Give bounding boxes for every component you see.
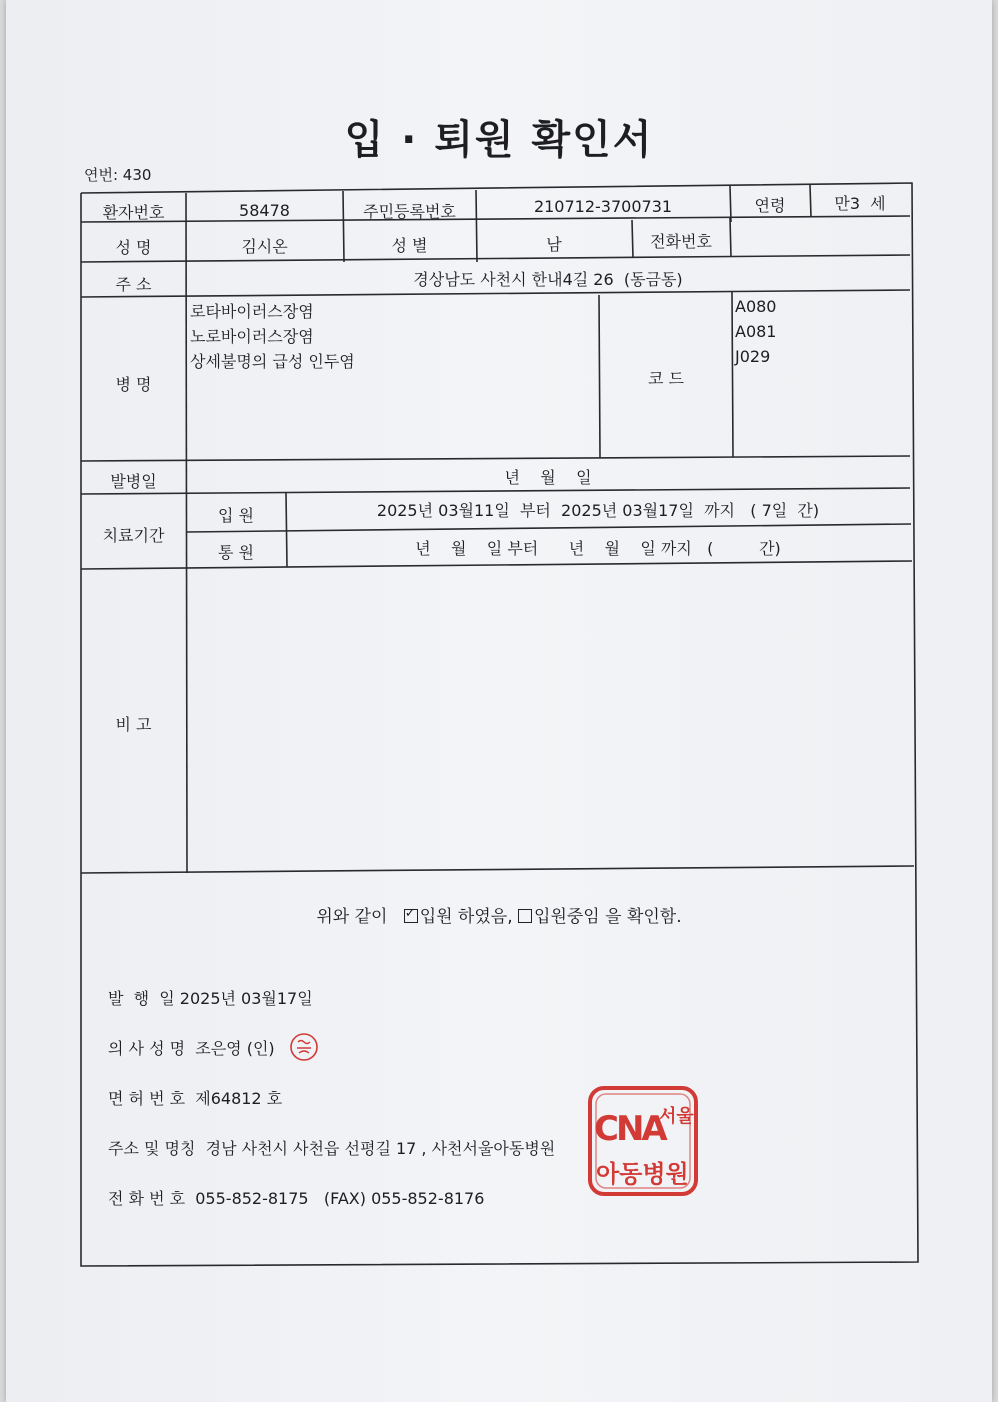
- code-item: A081: [735, 322, 777, 341]
- value-address: 경상남도 사천시 한내4길 26 (동금동): [413, 270, 683, 289]
- disease-item: 로타바이러스장염: [190, 302, 314, 321]
- confirm-option-admitted: 입원 하였음,: [419, 907, 513, 927]
- value-patient-no: 58478: [239, 201, 290, 220]
- label-onset: 발병일: [110, 472, 157, 491]
- value-outpatient-period: 년 월 일 부터 년 월 일 까지 ( 간): [415, 539, 781, 558]
- doctor-seal-icon: [289, 1032, 319, 1062]
- checkbox-admitted[interactable]: [404, 909, 418, 923]
- confirm-prefix: 위와 같이: [316, 907, 388, 927]
- disease-item: 상세불명의 급성 인두염: [190, 352, 355, 371]
- value-name: 김시온: [241, 237, 288, 256]
- hospital-phone: 전 화 번 호 055-852-8175 (FAX) 055-852-8176: [108, 1189, 485, 1208]
- checkbox-hospitalized[interactable]: [518, 909, 532, 923]
- value-rrn: 210712-3700731: [533, 197, 673, 216]
- document-title: 입 · 퇴원 확인서: [344, 117, 654, 163]
- value-onset: 년 월 일: [504, 468, 592, 487]
- confirmation-statement: [0, 902, 998, 927]
- label-rrn: 주민등록번호: [363, 202, 456, 221]
- label-phone: 전화번호: [650, 232, 712, 251]
- label-address: 주 소: [115, 275, 152, 294]
- label-outpatient: 통 원: [218, 543, 254, 562]
- disease-item: 노로바이러스장염: [190, 327, 314, 346]
- svg-text:CNA: CNA: [594, 1109, 665, 1149]
- label-inpatient: 입 원: [218, 506, 254, 525]
- confirm-suffix: 을 확인함.: [605, 907, 682, 927]
- label-age: 연령: [754, 196, 786, 215]
- label-remarks: 비 고: [115, 715, 152, 734]
- code-item: J029: [735, 347, 771, 366]
- svg-text:아동병원: 아동병원: [596, 1160, 689, 1188]
- label-name: 성 명: [115, 238, 152, 257]
- value-inpatient-period: 2025년 03월11일 부터 2025년 03월17일 까지 ( 7일 간): [376, 501, 820, 520]
- svg-text:서울: 서울: [659, 1106, 694, 1127]
- code-item: A080: [735, 297, 777, 316]
- label-sex: 성 별: [391, 236, 428, 255]
- serial-number: 연번: 430: [84, 166, 152, 184]
- confirm-option-hospitalized: 입원중임: [534, 907, 600, 927]
- license-number: 면 허 번 호 제64812 호: [108, 1089, 283, 1108]
- issue-date: 발 행 일 2025년 03월17일: [108, 989, 313, 1008]
- label-treatment: 치료기간: [102, 526, 165, 545]
- label-code: 코 드: [648, 369, 684, 388]
- doctor-name: 의 사 성 명 조은영 (인): [108, 1039, 275, 1058]
- disease-list: [190, 299, 355, 374]
- label-patient-no: 환자번호: [102, 203, 165, 222]
- label-disease: 병 명: [115, 375, 152, 394]
- value-sex: 남: [546, 235, 562, 254]
- code-list: [735, 294, 776, 369]
- value-age: 만3 세: [834, 194, 886, 213]
- hospital-address: 주소 및 명칭 경남 사천시 사천읍 선평길 17 , 사천서울아동병원: [108, 1139, 556, 1158]
- hospital-seal-icon: [584, 1082, 702, 1200]
